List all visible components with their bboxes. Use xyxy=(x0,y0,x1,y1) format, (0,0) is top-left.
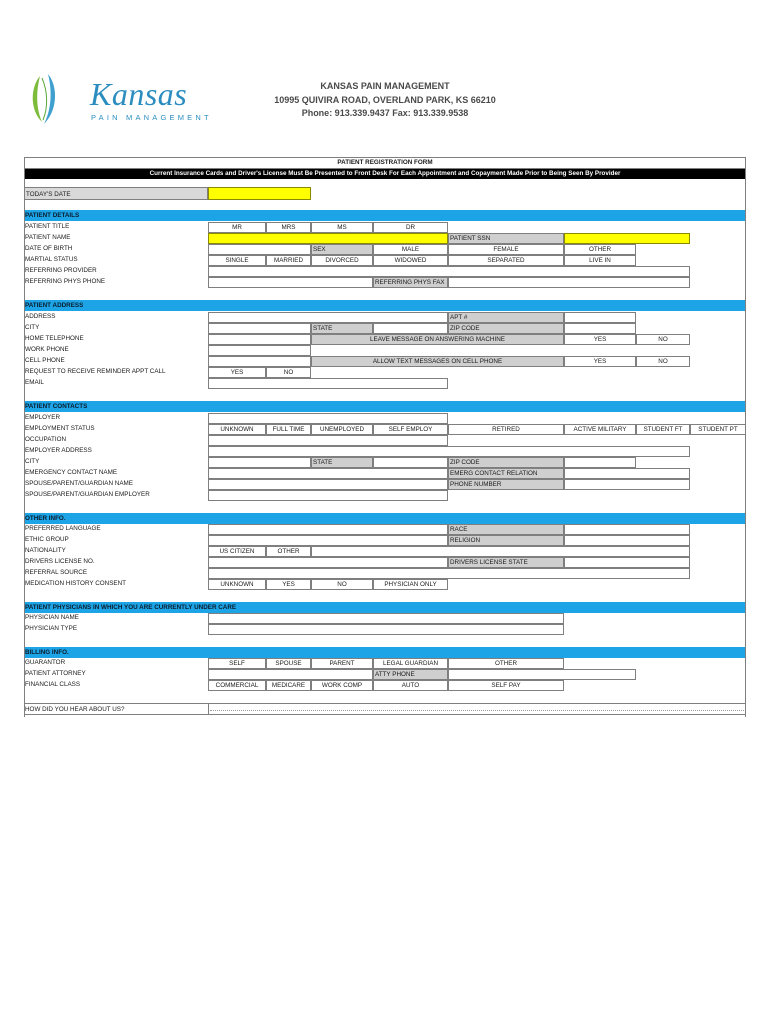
religion-input[interactable] xyxy=(564,535,690,546)
sex-option-female[interactable]: FEMALE xyxy=(448,244,564,255)
leave-message-no[interactable]: NO xyxy=(636,334,690,345)
nationality-us-citizen[interactable]: US CITIZEN xyxy=(208,546,266,557)
home-phone-input[interactable] xyxy=(208,334,311,345)
work-phone-input[interactable] xyxy=(208,345,311,356)
financial-self-pay[interactable]: SELF PAY xyxy=(448,680,564,691)
consent-no[interactable]: NO xyxy=(311,579,373,590)
apt-label: APT # xyxy=(448,312,564,323)
nationality-label: NATIONALITY xyxy=(25,547,66,554)
todays-date-input[interactable] xyxy=(208,187,311,200)
logo-subtitle: PAIN MANAGEMENT xyxy=(91,113,212,122)
guarantor-legal-guardian[interactable]: LEGAL GUARDIAN xyxy=(373,658,448,669)
phone-number-input[interactable] xyxy=(564,479,690,490)
physician-name-input[interactable] xyxy=(208,613,564,624)
letterhead xyxy=(180,80,590,121)
financial-work-comp[interactable]: WORK COMP xyxy=(311,680,373,691)
ref-fax-input[interactable] xyxy=(448,277,690,288)
leave-message-yes[interactable]: YES xyxy=(564,334,636,345)
section-patient-details: PATIENT DETAILS xyxy=(24,210,746,221)
sex-option-male[interactable]: MALE xyxy=(373,244,448,255)
todays-date-label: TODAY'S DATE xyxy=(24,187,208,200)
guarantor-spouse[interactable]: SPOUSE xyxy=(266,658,311,669)
occupation-label: OCCUPATION xyxy=(25,436,67,443)
reminder-no[interactable]: NO xyxy=(266,367,311,378)
race-input[interactable] xyxy=(564,524,690,535)
contact-city-input[interactable] xyxy=(208,457,311,468)
title-option-mrs[interactable]: MRS xyxy=(266,222,311,233)
dob-input[interactable] xyxy=(208,244,311,255)
address-input[interactable] xyxy=(208,312,448,323)
license-state-input[interactable] xyxy=(564,557,690,568)
physician-name-label: PHYSICIAN NAME xyxy=(25,614,79,621)
ref-provider-label: REFERRING PROVIDER xyxy=(25,267,97,274)
address-label: ADDRESS xyxy=(25,313,56,320)
org-name: KANSAS PAIN MANAGEMENT xyxy=(320,81,450,91)
race-label: RACE xyxy=(448,524,564,535)
emp-status-unknown[interactable]: UNKNOWN xyxy=(208,424,266,435)
cell-phone-label: CELL PHONE xyxy=(25,357,65,364)
financial-auto[interactable]: AUTO xyxy=(373,680,448,691)
ref-phone-label: REFERRING PHYS PHONE xyxy=(25,278,106,285)
attorney-input[interactable] xyxy=(208,669,373,680)
org-phone: Phone: 913.339.9437 Fax: 913.339.9538 xyxy=(301,108,469,119)
physician-type-label: PHYSICIAN TYPE xyxy=(25,625,78,632)
section-patient-contacts: PATIENT CONTACTS xyxy=(24,401,746,412)
reminder-yes[interactable]: YES xyxy=(208,367,266,378)
emerg-relation-input[interactable] xyxy=(564,468,690,479)
dob-label: DATE OF BIRTH xyxy=(25,245,73,252)
consent-label: MEDICATION HISTORY CONSENT xyxy=(25,580,126,587)
referral-label: REFERRAL SOURCE xyxy=(25,569,88,576)
patient-name-label: PATIENT NAME xyxy=(25,234,71,241)
sex-label: SEX xyxy=(311,244,373,255)
form-title: PATIENT REGISTRATION FORM xyxy=(24,157,746,169)
atty-phone-label: ATTY PHONE xyxy=(373,669,448,680)
emp-status-retired[interactable]: RETIRED xyxy=(448,424,564,435)
ssn-input[interactable] xyxy=(564,233,690,244)
atty-phone-input[interactable] xyxy=(448,669,636,680)
license-label: DRIVERS LICENSE NO. xyxy=(25,558,95,565)
sex-option-other[interactable]: OTHER xyxy=(564,244,636,255)
hear-dotted-line xyxy=(210,710,744,711)
marital-option-married[interactable]: MARRIED xyxy=(266,255,311,266)
language-input[interactable] xyxy=(208,524,448,535)
emp-status-student-pt[interactable]: STUDENT PT xyxy=(690,424,746,435)
section-patient-address: PATIENT ADDRESS xyxy=(24,300,746,311)
spouse-name-label: SPOUSE/PARENT/GUARDIAN NAME xyxy=(25,480,133,487)
allow-text-yes[interactable]: YES xyxy=(564,356,636,367)
reminder-label: REQUEST TO RECEIVE REMINDER APPT CALL xyxy=(25,368,166,375)
title-option-mr[interactable]: MR xyxy=(208,222,266,233)
marital-label: MARTIAL STATUS xyxy=(25,256,78,263)
apt-input[interactable] xyxy=(564,312,636,323)
emp-status-self-employ[interactable]: SELF EMPLOY xyxy=(373,424,448,435)
hear-input[interactable] xyxy=(208,703,746,715)
cell-phone-input[interactable] xyxy=(208,356,311,367)
email-input[interactable] xyxy=(208,378,448,389)
nationality-input[interactable] xyxy=(311,546,690,557)
ethnic-label: ETHIC GROUP xyxy=(25,536,69,543)
financial-medicare[interactable]: MEDICARE xyxy=(266,680,311,691)
city-input[interactable] xyxy=(208,323,311,334)
section-other-info: OTHER INFO. xyxy=(24,513,746,524)
employer-label: EMPLOYER xyxy=(25,414,60,421)
employer-input[interactable] xyxy=(208,413,448,424)
city-label: CITY xyxy=(25,324,40,331)
zip-input[interactable] xyxy=(564,323,636,334)
ssn-label: PATIENT SSN xyxy=(448,233,564,244)
guarantor-parent[interactable]: PARENT xyxy=(311,658,373,669)
spouse-employer-input[interactable] xyxy=(208,490,448,501)
emp-status-full-time[interactable]: FULL TIME xyxy=(266,424,311,435)
contact-zip-label: ZIP CODE xyxy=(448,457,564,468)
financial-label: FINANCIAL CLASS xyxy=(25,681,81,688)
section-physicians: PATIENT PHYSICIANS IN WHICH YOU ARE CURRENTLY UNDER CARE xyxy=(24,602,746,613)
title-option-ms[interactable]: MS xyxy=(311,222,373,233)
registration-form xyxy=(24,157,746,717)
nationality-other[interactable]: OTHER xyxy=(266,546,311,557)
contact-zip-input[interactable] xyxy=(564,457,636,468)
section-billing: BILLING INFO. xyxy=(24,647,746,658)
org-address: 10995 QUIVIRA ROAD, OVERLAND PARK, KS 66210 xyxy=(274,94,496,105)
home-phone-label: HOME TELEPHONE xyxy=(25,335,84,342)
emerg-name-label: EMERGENCY CONTACT NAME xyxy=(25,469,118,476)
allow-text-no[interactable]: NO xyxy=(636,356,690,367)
contact-state-label: STATE xyxy=(311,457,373,468)
ethnic-input[interactable] xyxy=(208,535,448,546)
marital-option-separated[interactable]: SEPARATED xyxy=(448,255,564,266)
ref-phone-input[interactable] xyxy=(208,277,373,288)
religion-label: RELIGION xyxy=(448,535,564,546)
contact-city-label: CITY xyxy=(25,458,40,465)
occupation-input[interactable] xyxy=(208,435,448,446)
title-option-dr[interactable]: DR xyxy=(373,222,448,233)
leave-message-label: LEAVE MESSAGE ON ANSWERING MACHINE xyxy=(311,334,564,345)
financial-commercial[interactable]: COMMERCIAL xyxy=(208,680,266,691)
form-notice: Current Insurance Cards and Driver's License Must Be Presented to Front Desk For Each Appointment and Copayment Made Prior to Being Seen By Provider xyxy=(24,169,746,179)
logo-wordmark: Kansas xyxy=(90,76,188,112)
consent-physician-only[interactable]: PHYSICIAN ONLY xyxy=(373,579,448,590)
consent-unknown[interactable]: UNKNOWN xyxy=(208,579,266,590)
spouse-employer-label: SPOUSE/PARENT/GUARDIAN EMPLOYER xyxy=(25,491,150,498)
work-phone-label: WORK PHONE xyxy=(25,346,69,353)
ref-fax-label: REFERRING PHYS FAX xyxy=(373,277,448,288)
ref-provider-input[interactable] xyxy=(208,266,690,277)
emerg-relation-label: EMERG CONTACT RELATION xyxy=(448,468,564,479)
emerg-name-input[interactable] xyxy=(208,468,448,479)
emp-status-label: EMPLOYMENT STATUS xyxy=(25,425,95,432)
consent-yes[interactable]: YES xyxy=(266,579,311,590)
state-label: STATE xyxy=(311,323,373,334)
marital-option-live-in[interactable]: LIVE IN xyxy=(564,255,636,266)
guarantor-label: GUARANTOR xyxy=(25,659,66,666)
marital-option-single[interactable]: SINGLE xyxy=(208,255,266,266)
guarantor-other[interactable]: OTHER xyxy=(448,658,564,669)
license-input[interactable] xyxy=(208,557,448,568)
emp-address-input[interactable] xyxy=(208,446,690,457)
physician-type-input[interactable] xyxy=(208,624,564,635)
hear-label: HOW DID YOU HEAR ABOUT US? xyxy=(24,703,208,715)
emp-status-active-military[interactable]: ACTIVE MILITARY xyxy=(564,424,636,435)
guarantor-self[interactable]: SELF xyxy=(208,658,266,669)
allow-text-label: ALLOW TEXT MESSAGES ON CELL PHONE xyxy=(311,356,564,367)
emp-address-label: EMPLOYER ADDRESS xyxy=(25,447,92,454)
spouse-name-input[interactable] xyxy=(208,479,448,490)
marital-option-widowed[interactable]: WIDOWED xyxy=(373,255,448,266)
emp-status-unemployed[interactable]: UNEMPLOYED xyxy=(311,424,373,435)
emp-status-student-ft[interactable]: STUDENT FT xyxy=(636,424,690,435)
marital-option-divorced[interactable]: DIVORCED xyxy=(311,255,373,266)
language-label: PREFERRED LANGUAGE xyxy=(25,525,101,532)
email-label: EMAIL xyxy=(25,379,44,386)
referral-input[interactable] xyxy=(208,568,690,579)
license-state-label: DRIVERS LICENSE STATE xyxy=(448,557,564,568)
zip-label: ZIP CODE xyxy=(448,323,564,334)
patient-title-label: PATIENT TITLE xyxy=(25,223,70,230)
state-input[interactable] xyxy=(373,323,448,334)
attorney-label: PATIENT ATTORNEY xyxy=(25,670,86,677)
contact-state-input[interactable] xyxy=(373,457,448,468)
patient-name-input[interactable] xyxy=(208,233,448,244)
phone-number-label: PHONE NUMBER xyxy=(448,479,564,490)
